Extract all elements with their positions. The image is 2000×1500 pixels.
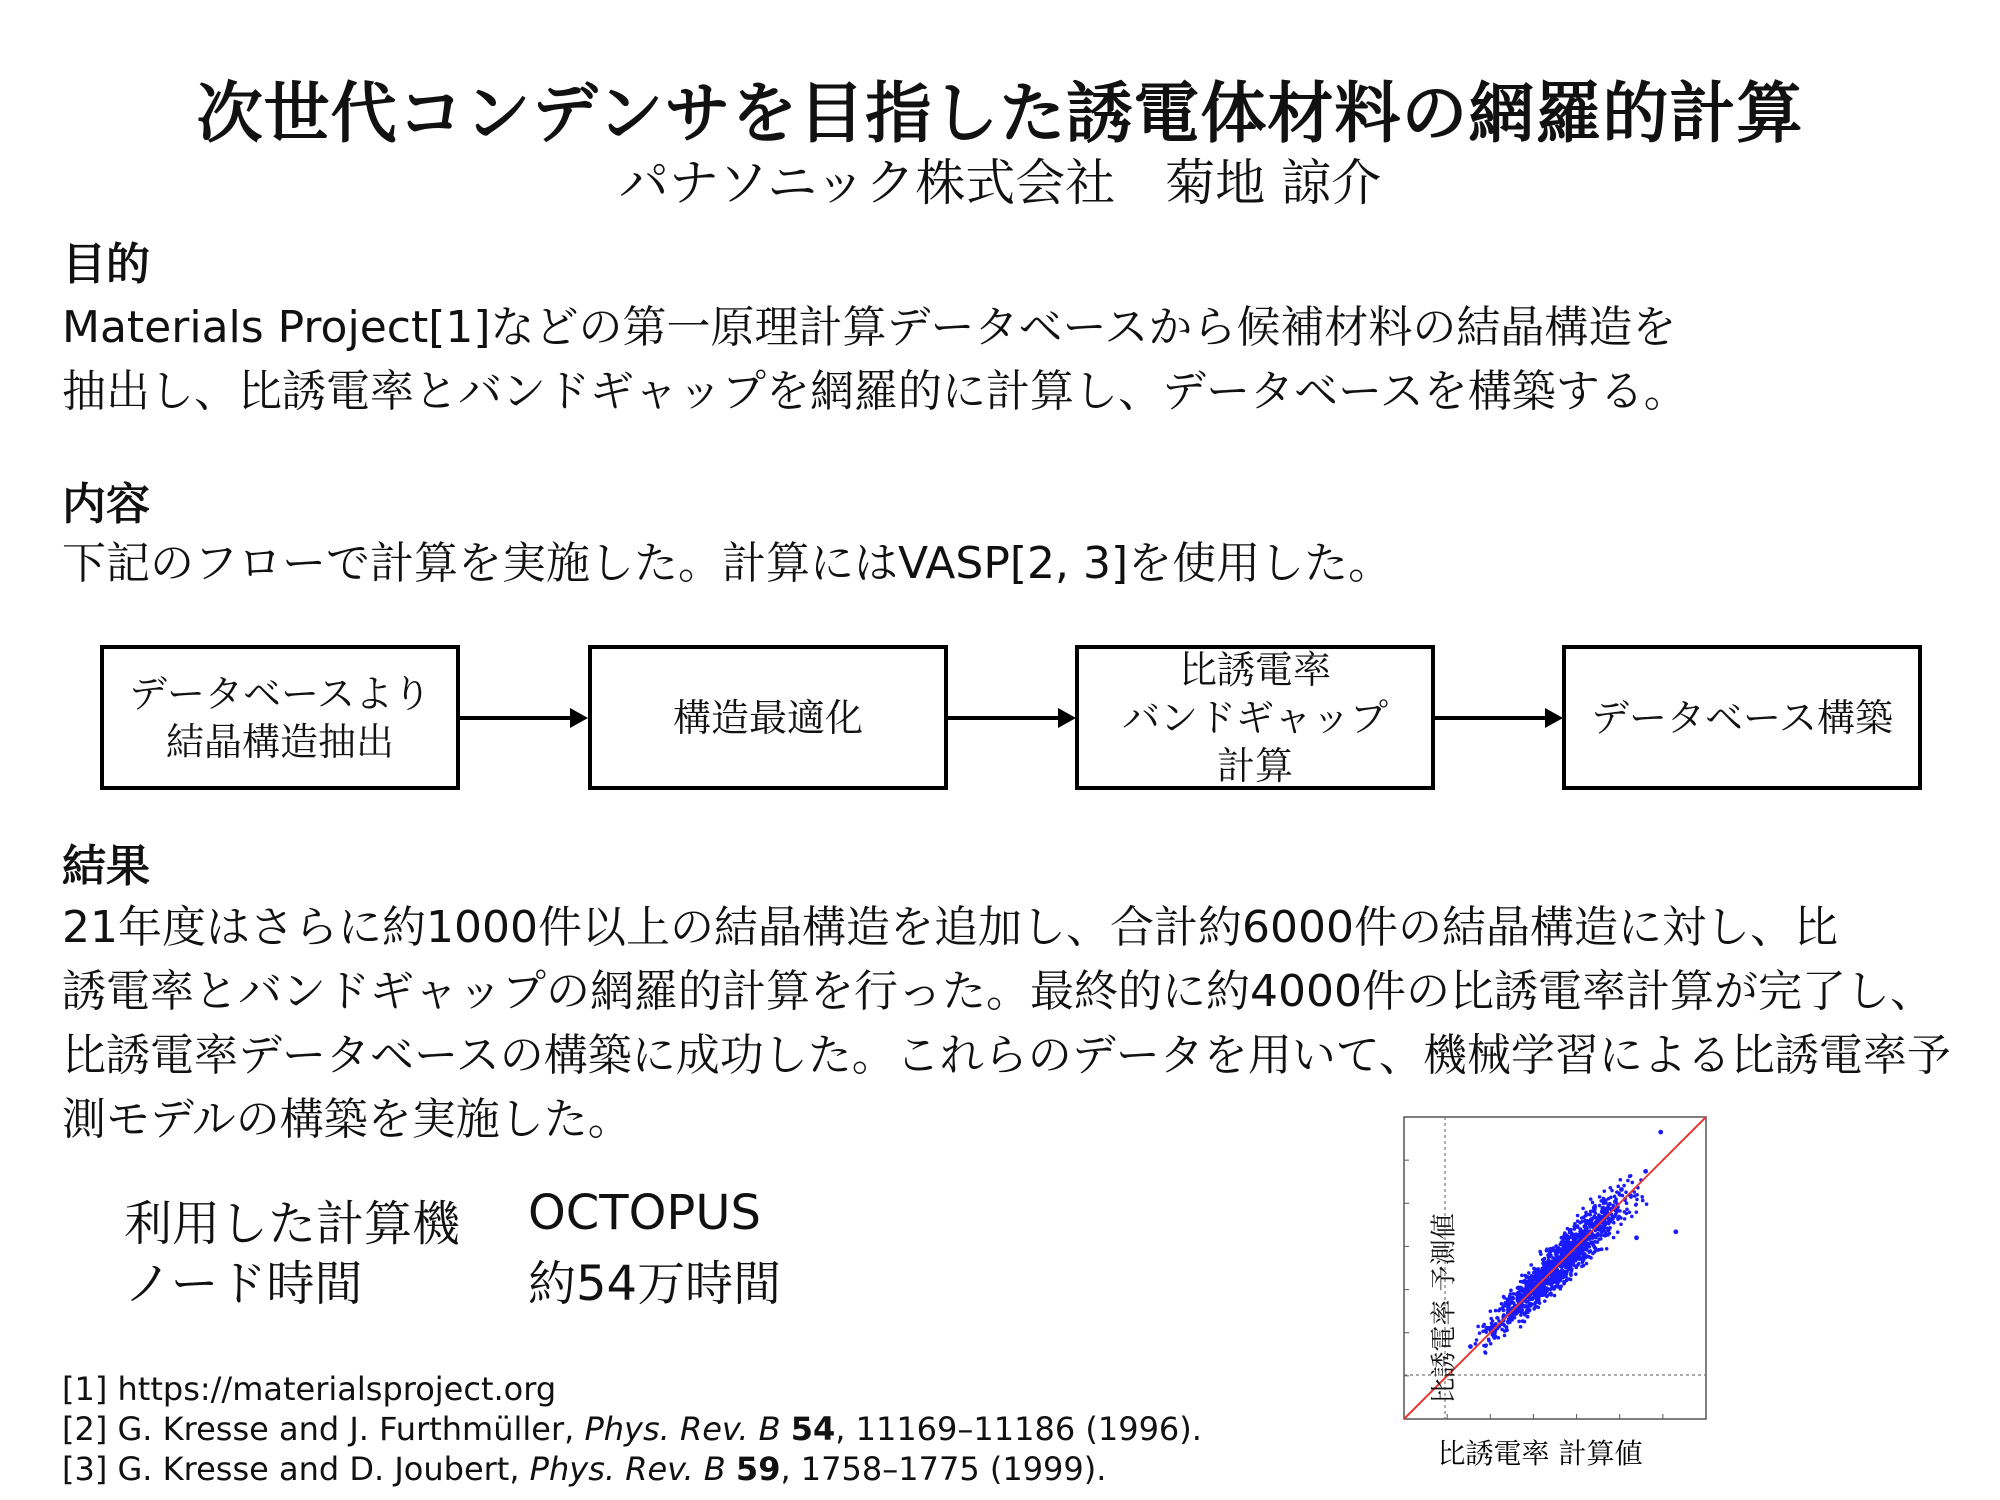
page-title: 次世代コンデンサを目指した誘電体材料の網羅的計算 (196, 75, 1804, 152)
data-point (1635, 1198, 1639, 1202)
data-point (1585, 1262, 1589, 1266)
data-point (1506, 1308, 1510, 1312)
data-point (1553, 1294, 1557, 1298)
data-point (1619, 1187, 1624, 1192)
data-point (1505, 1302, 1509, 1306)
x-axis-label: 比誘電率 計算値 (1437, 1437, 1643, 1470)
data-point (1596, 1232, 1600, 1236)
purpose-text: Materials Project[1]などの第一原理計算データベースから候補材料の結晶構造を 抽出し、比誘電率とバンドギャップを網羅的に計算し、データベースを構築する。 (62, 302, 1688, 417)
data-point (1623, 1210, 1627, 1214)
reference-volume: 54 (790, 1410, 836, 1448)
data-point (1599, 1237, 1603, 1241)
data-point (1569, 1278, 1573, 1282)
data-point (1568, 1229, 1572, 1233)
reference-pages: , 11169–11186 (1996). (835, 1410, 1202, 1448)
data-point (1617, 1191, 1621, 1195)
data-point (1507, 1317, 1511, 1321)
data-point (1504, 1329, 1508, 1333)
data-point (1641, 1199, 1645, 1203)
data-point (1580, 1246, 1584, 1250)
data-point (1539, 1271, 1543, 1275)
flow-arrow (948, 716, 1060, 720)
data-point (1673, 1229, 1678, 1234)
reference-3 (62, 1450, 1106, 1488)
data-point (1640, 1195, 1644, 1199)
data-point (1517, 1286, 1521, 1290)
data-point (1624, 1190, 1628, 1194)
data-point (1626, 1179, 1630, 1183)
data-point (1629, 1174, 1633, 1178)
data-point (1560, 1268, 1564, 1272)
data-point (1505, 1325, 1509, 1329)
flow-arrow (1435, 716, 1547, 720)
data-point (1574, 1266, 1578, 1270)
reference-1 (62, 1370, 556, 1408)
data-point (1558, 1243, 1562, 1247)
node-label: ノード時間 (124, 1256, 363, 1312)
data-point (1544, 1290, 1548, 1294)
data-point (1629, 1195, 1633, 1199)
data-point (1587, 1245, 1591, 1249)
data-point (1567, 1259, 1571, 1263)
data-point (1591, 1240, 1595, 1244)
data-point (1603, 1226, 1607, 1230)
data-point (1564, 1272, 1568, 1276)
data-point (1525, 1300, 1529, 1304)
data-point (1508, 1297, 1512, 1301)
data-point (1559, 1276, 1563, 1280)
data-point (1579, 1227, 1583, 1231)
reference-url: https://materialsproject.org (117, 1370, 557, 1408)
data-point (1478, 1331, 1482, 1335)
data-point (1630, 1215, 1634, 1219)
data-point (1602, 1234, 1606, 1238)
data-point (1529, 1263, 1533, 1267)
data-point (1551, 1249, 1555, 1253)
data-point (1489, 1309, 1493, 1313)
data-point (1622, 1184, 1626, 1188)
results-heading: 結果 (62, 841, 150, 892)
reference-journal: Phys. Rev. B (529, 1450, 726, 1488)
data-point (1559, 1284, 1563, 1288)
data-point (1482, 1323, 1486, 1327)
data-point (1582, 1264, 1586, 1268)
flow-arrow-head (1058, 708, 1076, 728)
data-point (1475, 1338, 1479, 1342)
data-point (1592, 1208, 1596, 1212)
data-point (1520, 1304, 1524, 1308)
data-point (1581, 1207, 1585, 1211)
data-point (1521, 1319, 1525, 1323)
data-point (1608, 1232, 1612, 1236)
data-point (1503, 1334, 1507, 1338)
data-point (1574, 1272, 1578, 1276)
flow-arrow-head (1545, 708, 1563, 728)
data-point (1619, 1222, 1623, 1226)
data-point (1531, 1297, 1535, 1301)
data-point (1545, 1249, 1549, 1253)
data-point (1530, 1283, 1534, 1287)
data-point (1607, 1228, 1611, 1232)
data-point (1569, 1266, 1573, 1270)
data-point (1602, 1202, 1606, 1206)
data-point (1526, 1306, 1530, 1310)
flow-arrow (460, 716, 572, 720)
data-point (1645, 1202, 1649, 1206)
data-point (1564, 1266, 1568, 1270)
data-point (1562, 1250, 1566, 1254)
data-point (1588, 1255, 1592, 1259)
data-point (1497, 1309, 1501, 1313)
data-point (1537, 1291, 1541, 1295)
data-point (1634, 1203, 1638, 1207)
data-point (1567, 1247, 1571, 1251)
data-point (1593, 1250, 1597, 1254)
data-point (1510, 1318, 1514, 1322)
data-point (1492, 1334, 1496, 1338)
data-point (1584, 1214, 1588, 1218)
data-point (1570, 1233, 1574, 1237)
data-point (1554, 1279, 1558, 1283)
data-point (1596, 1240, 1600, 1244)
data-point (1590, 1236, 1594, 1240)
data-point (1576, 1224, 1580, 1228)
data-point (1605, 1207, 1609, 1211)
data-point (1546, 1253, 1550, 1257)
reference-journal: Phys. Rev. B (584, 1410, 781, 1448)
data-point (1569, 1272, 1573, 1276)
data-point (1576, 1214, 1580, 1218)
content-text: 下記のフローで計算を実施した。計算にはVASP[2, 3]を使用した。 (62, 538, 1393, 589)
data-point (1612, 1221, 1616, 1225)
data-point (1603, 1222, 1607, 1226)
data-point (1597, 1228, 1601, 1232)
reference-authors: G. Kresse and J. Furthmüller, (117, 1410, 585, 1448)
results-text: 21年度はさらに約1000件以上の結晶構造を追加し、合計約6000件の結晶構造に対し、比 誘電率とバンドギャップの網羅的計算を行った。最終的に約4000件の比誘電率計算が完了し、 比誘電率データベースの構築に成功した。これらのデータを用いて、機械学習による比誘電率予 測モデルの構築を実施した。 (62, 902, 1951, 1145)
data-point (1601, 1206, 1605, 1210)
data-point (1517, 1310, 1521, 1314)
data-point (1487, 1339, 1491, 1343)
data-point (1533, 1302, 1537, 1306)
y-axis-label: 比誘電率 予測値 (1429, 1213, 1460, 1404)
data-point (1594, 1211, 1598, 1215)
data-point (1605, 1247, 1609, 1251)
data-point (1502, 1304, 1506, 1308)
data-point (1591, 1216, 1595, 1220)
data-point (1616, 1185, 1620, 1189)
data-point (1540, 1288, 1544, 1292)
data-point (1491, 1319, 1495, 1323)
computer-value: OCTOPUS (528, 1185, 761, 1241)
node-value: 約54万時間 (528, 1256, 782, 1312)
data-point (1482, 1344, 1486, 1348)
data-point (1512, 1301, 1516, 1305)
data-point (1532, 1307, 1536, 1311)
flow-arrow-head (570, 708, 588, 728)
data-point (1598, 1195, 1602, 1199)
data-point (1585, 1221, 1589, 1225)
reference-number: [2] (62, 1410, 108, 1448)
data-point (1658, 1130, 1663, 1135)
data-point (1525, 1315, 1529, 1319)
reference-volume: 59 (735, 1450, 781, 1488)
data-point (1545, 1260, 1549, 1264)
data-point (1591, 1201, 1595, 1205)
data-point (1485, 1326, 1489, 1330)
data-point (1630, 1181, 1634, 1185)
data-point (1564, 1241, 1568, 1245)
flow-step-extract: データベースより 結晶構造抽出 (100, 645, 460, 790)
content-heading: 内容 (62, 479, 150, 530)
data-point (1613, 1214, 1617, 1218)
data-point (1573, 1227, 1577, 1231)
reference-number: [3] (62, 1450, 108, 1488)
data-point (1508, 1302, 1512, 1306)
data-point (1468, 1344, 1473, 1349)
data-point (1538, 1301, 1542, 1305)
data-point (1594, 1247, 1598, 1251)
data-point (1553, 1261, 1557, 1265)
data-point (1603, 1189, 1607, 1193)
data-point (1526, 1311, 1530, 1315)
data-point (1533, 1294, 1537, 1298)
data-point (1523, 1311, 1527, 1315)
author-line: パナソニック株式会社 菊地 諒介 (618, 154, 1382, 212)
data-point (1539, 1252, 1543, 1256)
data-point (1520, 1274, 1524, 1278)
data-point (1534, 1269, 1538, 1273)
data-point (1497, 1336, 1501, 1340)
data-point (1481, 1329, 1485, 1333)
data-point (1625, 1207, 1629, 1211)
data-point (1550, 1283, 1554, 1287)
data-point (1489, 1342, 1493, 1346)
computer-label: 利用した計算機 (124, 1196, 461, 1252)
data-point (1598, 1204, 1602, 1208)
data-point (1549, 1288, 1553, 1292)
data-point (1494, 1309, 1498, 1313)
data-point (1519, 1313, 1523, 1317)
data-point (1574, 1233, 1578, 1237)
data-point (1535, 1297, 1539, 1301)
data-point (1515, 1293, 1519, 1297)
data-point (1589, 1197, 1593, 1201)
data-point (1549, 1262, 1553, 1266)
data-point (1519, 1325, 1523, 1329)
data-point (1618, 1209, 1622, 1213)
data-point (1549, 1265, 1553, 1269)
data-point (1522, 1291, 1526, 1295)
data-point (1623, 1217, 1627, 1221)
data-point (1635, 1210, 1639, 1214)
data-point (1476, 1325, 1480, 1329)
reference-2 (62, 1410, 1202, 1448)
data-point (1542, 1293, 1546, 1297)
data-point (1612, 1236, 1616, 1240)
data-point (1527, 1303, 1531, 1307)
data-point (1575, 1250, 1579, 1254)
data-point (1502, 1296, 1506, 1300)
data-point (1558, 1256, 1562, 1260)
data-point (1577, 1257, 1581, 1261)
data-point (1608, 1186, 1612, 1190)
data-point (1549, 1291, 1553, 1295)
data-point (1589, 1209, 1593, 1213)
flow-step-calc: 比誘電率 バンドギャップ 計算 (1075, 645, 1435, 790)
data-point (1609, 1195, 1613, 1199)
data-point (1543, 1299, 1547, 1303)
data-point (1547, 1277, 1551, 1281)
data-point (1616, 1230, 1620, 1234)
data-point (1635, 1193, 1639, 1197)
data-point (1526, 1288, 1530, 1292)
data-point (1589, 1249, 1593, 1253)
data-point (1643, 1169, 1648, 1174)
data-point (1628, 1210, 1632, 1214)
data-point (1614, 1197, 1618, 1201)
data-point (1578, 1221, 1582, 1225)
data-point (1567, 1243, 1571, 1247)
data-point (1542, 1284, 1546, 1288)
data-point (1517, 1320, 1521, 1324)
data-point (1616, 1217, 1620, 1221)
data-point (1546, 1267, 1550, 1271)
reference-pages: , 1758–1775 (1999). (780, 1450, 1107, 1488)
reference-authors: G. Kresse and D. Joubert, (117, 1450, 530, 1488)
data-point (1600, 1248, 1604, 1252)
data-point (1572, 1255, 1576, 1259)
data-point (1619, 1178, 1623, 1182)
data-point (1527, 1271, 1531, 1275)
data-point (1509, 1289, 1513, 1293)
flow-step-optimize: 構造最適化 (588, 645, 948, 790)
data-point (1526, 1275, 1530, 1279)
data-point (1543, 1257, 1547, 1261)
data-point (1502, 1323, 1506, 1327)
data-point (1573, 1238, 1577, 1242)
flow-step-database: データベース構築 (1562, 645, 1922, 790)
data-point (1564, 1246, 1568, 1250)
data-point (1563, 1280, 1567, 1284)
data-point (1599, 1215, 1603, 1219)
data-point (1521, 1294, 1525, 1298)
reference-number: [1] (62, 1370, 108, 1408)
data-point (1484, 1351, 1488, 1355)
data-point (1584, 1255, 1588, 1259)
data-point (1555, 1252, 1559, 1256)
data-point (1634, 1235, 1639, 1240)
data-point (1534, 1276, 1538, 1280)
purpose-heading: 目的 (62, 239, 150, 290)
data-point (1558, 1272, 1562, 1276)
data-point (1580, 1260, 1584, 1264)
